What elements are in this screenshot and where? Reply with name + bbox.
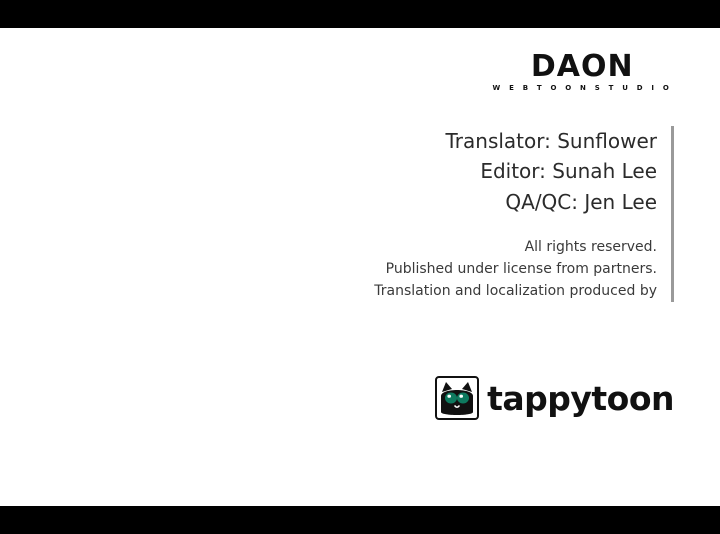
credit-translator: Translator: Sunflower [445,129,657,153]
credits-block [254,126,674,302]
cat-icon [435,376,479,420]
legal-line-rights: All rights reserved. [524,239,657,256]
daon-studio-logo [492,49,672,92]
legal-block [254,237,657,302]
legal-line-localization: Translation and localization produced by [374,282,657,299]
credit-editor: Editor: Sunah Lee [480,159,657,184]
credit-qa-qc: QA/QC: Jen Lee [505,189,657,214]
tappytoon-wordmark: tappytoon [487,378,674,418]
legal-line-license: Published under license from partners. [385,260,657,277]
daon-wordmark: DAON [530,49,634,84]
top-letterbox-bar [0,0,720,28]
daon-subtitle: W E B T O O N S T U D I O [492,84,672,92]
tappytoon-logo [435,376,674,420]
bottom-letterbox-bar [0,506,720,534]
